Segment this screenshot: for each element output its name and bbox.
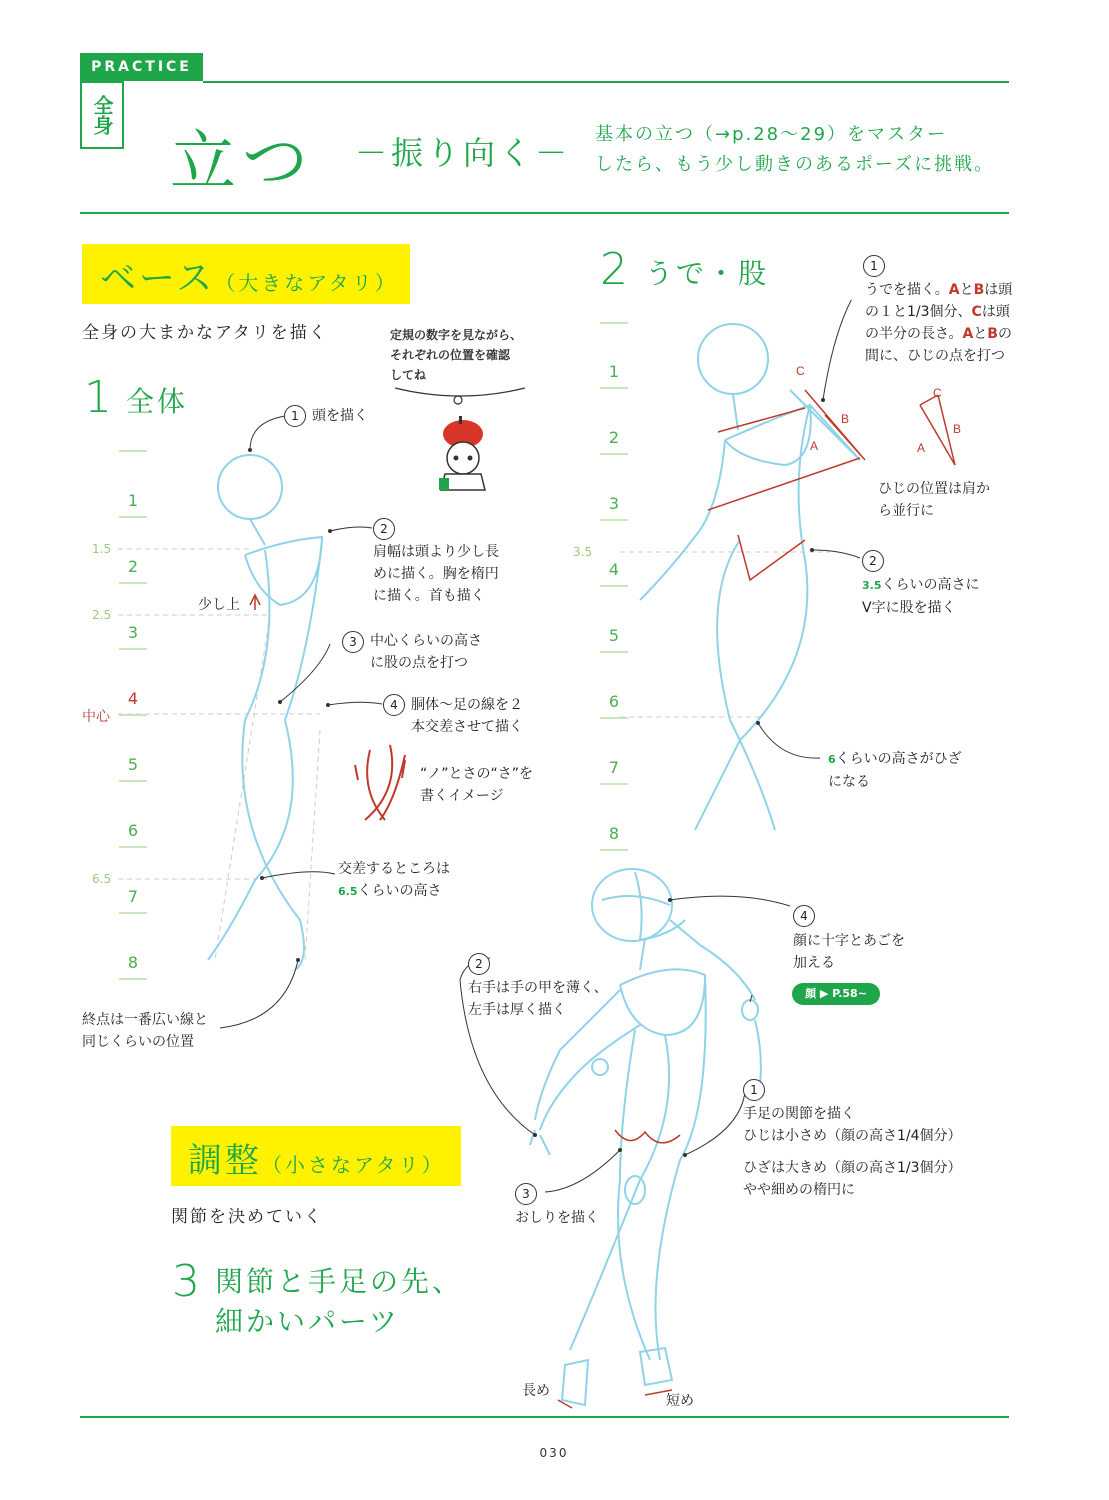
base-desc: 全身の大まかなアタリを描く [82,323,328,343]
step1-image-note [420,763,533,807]
step3-title [215,1262,463,1342]
step1-note-2 [373,541,499,607]
arm-detail-label-b: B [953,422,962,436]
arm-detail-label-c: C [933,386,942,400]
step2-title: うで・股 [645,257,770,290]
step2-note-1-line-3 [865,323,1012,345]
step2-note-1-and2: と [973,326,988,342]
step2-note-2-text-a: くらいの高さに [881,577,980,593]
speech-bubble [390,325,522,385]
step2-note-1-line-2 [865,301,1012,323]
ruler-2-num-5: 5 [608,626,620,645]
step1-end-note [82,1009,208,1053]
page-title: 立つ [170,123,314,200]
arm-label-b: B [841,412,850,426]
step3-title-line-1: 関節と手足の先、 [215,1265,464,1298]
step1-cross-num: 6.5 [338,885,358,898]
step1-note-4-line-1: 胴体〜足の線を２ [411,697,523,713]
step3-title-line-2: 細かいパーツ [215,1305,400,1338]
step2-note-1-b2: B [987,326,998,342]
step3-face-note [793,930,905,974]
ruler-2-num-4: 4 [608,560,620,579]
step2-note-1-end-a: は頭 [984,282,1013,298]
slightly-up-label: 少し上 [198,597,240,613]
step3-face-line-2: 加える [793,955,835,971]
ruler-1-num-7: 7 [127,887,139,906]
base-heading [100,250,398,301]
step3-marker-2: 2 [468,953,490,975]
step1-note-4-line-2: 本交差させて描く [411,719,523,735]
step3-joint-line-2: ひじは小さめ（顔の高さ1/4個分） [743,1128,962,1144]
ruler-1-num-2: 2 [127,557,139,576]
step2-note-2 [862,574,980,619]
step3-hip-note: おしりを描く [515,1210,599,1226]
step1-marker-4: 4 [383,694,405,716]
ruler-1-num-4: 4 [127,689,139,708]
page-subtitle: －振り向く－ [355,134,572,172]
base-heading-main: ベース [100,258,216,299]
step1-end-line-2: 同じくらいの位置 [82,1034,194,1050]
step1-note-3-line-1: 中心くらいの高さ [370,633,482,649]
step2-note-1-and: と [959,282,974,298]
header-rule-top [203,81,1009,83]
step2-note-1-a2: A [962,326,974,342]
ruler-2-num-2: 2 [608,428,620,447]
ruler-2-mark-3-5: 3.5 [573,545,593,559]
ruler-1-mark-1-5: 1.5 [92,542,112,556]
speech-line-3: してね [390,368,427,382]
speech-line-2: それぞれの位置を確認 [390,348,511,362]
step2-note-1-text-a: うでを描く。 [865,282,949,298]
step3-joint-line-4: やや細めの楕円に [743,1182,855,1198]
ruler-1-num-6: 6 [127,821,139,840]
step2-elbow-note [878,478,990,522]
step2-knee-text-a: くらいの高さがひざ [835,751,962,767]
ruler-1-num-1: 1 [127,491,139,510]
step1-image-line-2: 書くイメージ [420,788,504,804]
step2-note-2-num: 3.5 [862,579,882,592]
ruler-1-num-5: 5 [127,755,139,774]
face-page-link[interactable]: 顔 ▶ P.58~ [792,983,880,1005]
adjust-heading [188,1133,445,1182]
ruler-1-center-label: 中心 [82,709,110,725]
step2-note-2-line-2: V字に股を描く [862,600,956,616]
step1-number: 1 [84,372,112,423]
step3-joint-note [743,1103,962,1201]
step1-cross-line-1: 交差するところは [338,861,450,877]
ruler-2-num-6: 6 [608,692,620,711]
step1-end-line-1: 終点は一番広い線と [82,1012,208,1028]
intro-line-2: したら、もう少し動きのあるポーズに挑戦。 [595,154,995,175]
ruler-1-num-8: 8 [127,953,139,972]
step2-knee-line-1 [828,748,962,771]
step2-note-1 [865,279,1012,367]
adjust-heading-sub: （小さなアタリ） [262,1153,445,1177]
step2-marker-1: 1 [863,255,885,277]
ruler-1-mark-2-5: 2.5 [92,608,112,622]
adjust-desc: 関節を決めていく [171,1207,323,1227]
intro-line-1: 基本の立つ（→p.28〜29）をマスター [595,124,948,145]
step2-note-1-text-c: の半分の長さ。 [865,326,963,342]
step3-marker-4: 4 [793,905,815,927]
step1-note-1: 頭を描く [312,408,368,424]
step3-hand-line-2: 左手は厚く描く [468,1002,566,1018]
step2-note-1-c: C [971,304,982,320]
step1-note-4 [411,694,523,738]
step3-face-line-1: 顔に十字とあごを [793,933,905,949]
step3-hand-line-1: 右手は手の甲を薄く、 [468,980,608,996]
speech-line-1: 定規の数字を見ながら、 [390,328,523,342]
ruler-1-mark-6-5: 6.5 [92,872,112,886]
step1-note-2-line-2: めに描く。胸を楕円 [373,566,499,582]
base-heading-sub: （大きなアタリ） [215,271,398,295]
step2-note-1-line-1 [865,279,1012,301]
step2-note-2-line-1 [862,574,980,597]
category-box: 全身 [80,81,124,149]
step2-marker-2: 2 [862,550,884,572]
step3-joint-line-1: 手足の関節を描く [743,1106,855,1122]
step1-note-3-line-2: に股の点を打つ [370,655,468,671]
practice-tag: PRACTICE [80,53,203,81]
step3-marker-1: 1 [743,1079,765,1101]
page-number: 030 [539,1446,569,1460]
step3-long-label: 長め [522,1383,550,1399]
step1-cross-text: くらいの高さ [357,883,442,899]
step2-elbow-line-1: ひじの位置は肩か [878,481,990,497]
step2-knee-num: 6 [828,753,836,766]
step1-note-3 [370,630,482,674]
step3-joint-line-3: ひざは大きめ（顔の高さ1/3個分） [743,1160,962,1176]
arm-label-c: C [796,364,805,378]
header-rule-bottom [80,212,1009,214]
ruler-1-num-3: 3 [127,623,139,642]
step1-note-2-line-1: 肩幅は頭より少し長 [373,544,499,560]
step1-title: 全体 [126,385,189,418]
step2-note-1-end-c: の [997,326,1012,342]
step3-hand-note [468,977,608,1021]
intro-text [595,120,994,180]
step2-knee-line-2: になる [828,774,870,790]
step1-cross-note [338,858,450,903]
step1-cross-line-2 [338,880,450,903]
step2-note-1-b: B [973,282,985,298]
step2-note-1-end-b: は頭 [981,304,1010,320]
step3-marker-3: 3 [515,1183,537,1205]
adjust-heading-main: 調整 [188,1141,262,1181]
step2-note-1-text-b: の１と1/3個分、 [865,304,972,320]
step2-note-1-line-4: 間に、ひじの点を打つ [865,348,1005,364]
step2-knee-note [828,748,962,793]
step2-note-1-a: A [948,282,960,298]
step1-marker-2: 2 [373,518,395,540]
footer-rule [80,1416,1009,1418]
step2-number: 2 [600,244,628,295]
step1-image-line-1: “ノ”とさの“さ”を [420,766,534,782]
step1-note-2-line-3: に描く。首も描く [373,588,485,604]
ruler-2-num-8: 8 [608,824,620,843]
step3-short-label: 短め [666,1393,694,1409]
arm-label-a: A [810,439,819,453]
step3-number: 3 [172,1256,200,1307]
arm-detail-label-a: A [917,441,926,455]
ruler-2-num-1: 1 [608,362,620,381]
ruler-2-num-7: 7 [608,758,620,777]
step2-elbow-line-2: ら並行に [878,503,934,519]
step1-marker-1: 1 [284,405,306,427]
ruler-2-num-3: 3 [608,494,620,513]
step1-marker-3: 3 [342,631,364,653]
